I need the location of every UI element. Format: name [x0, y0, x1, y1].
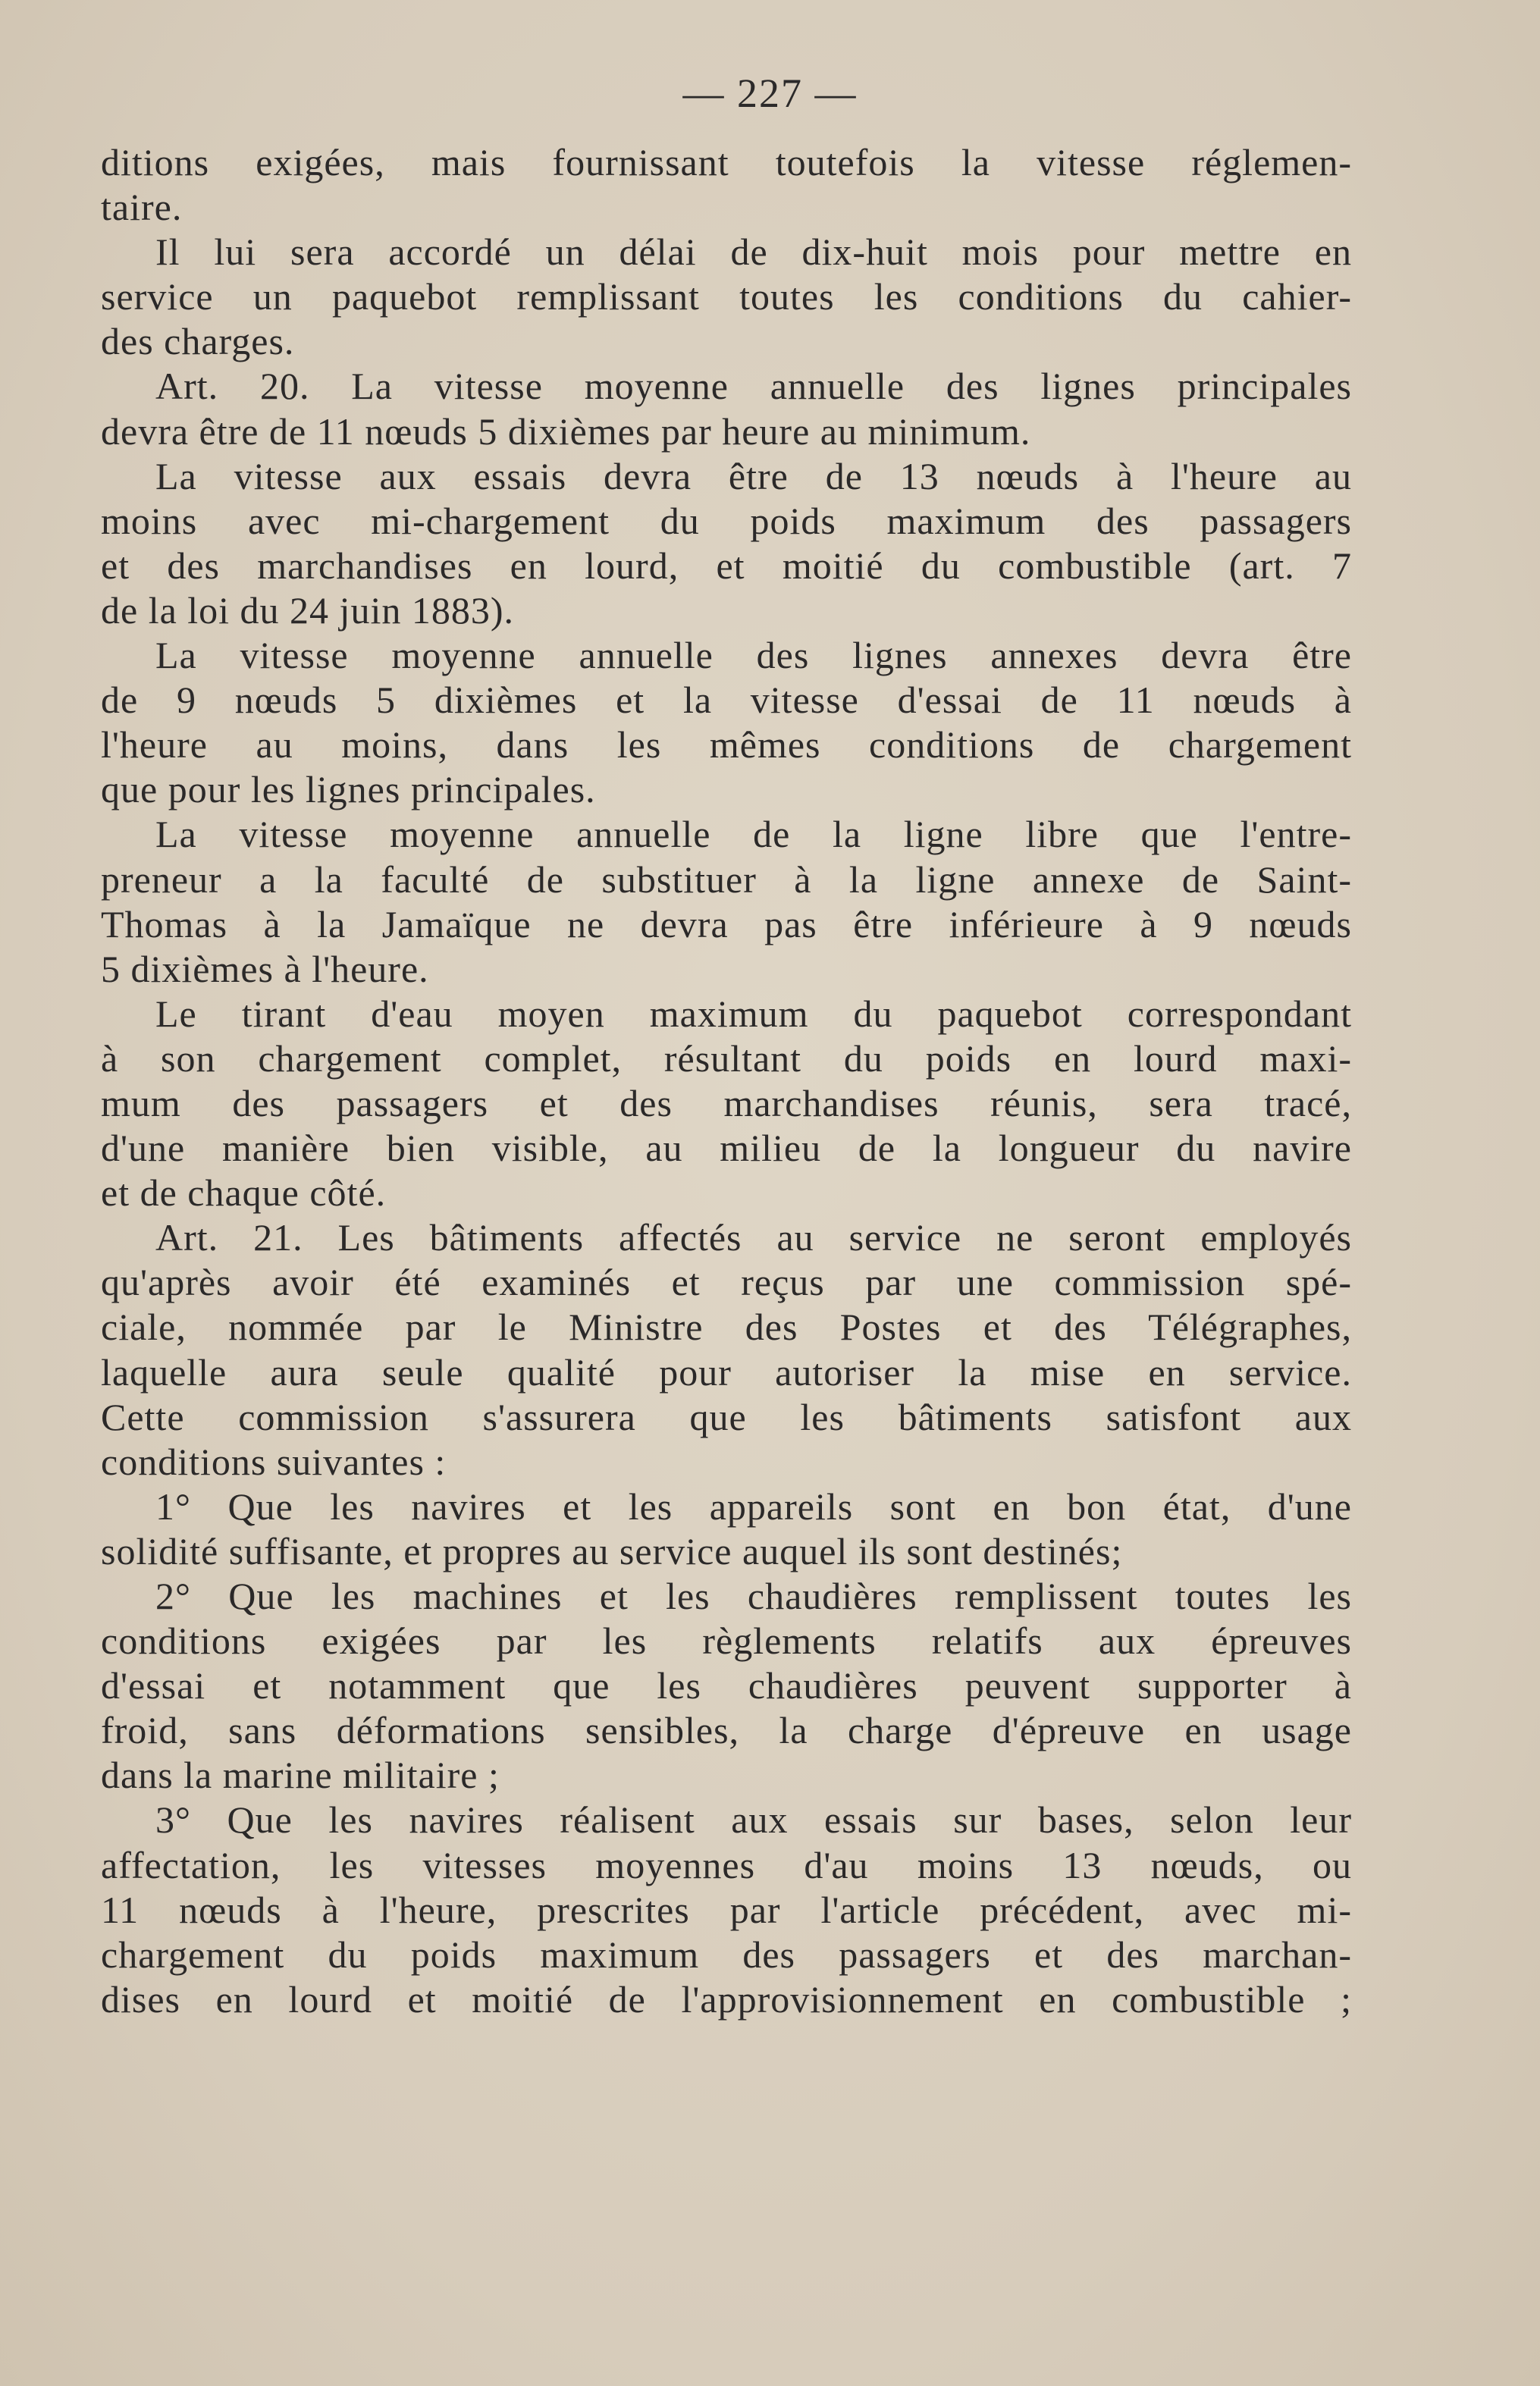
text-line: d'une manière bien visible, au milieu de la longueur du navire: [101, 1127, 1352, 1170]
text-line: que pour les lignes principales.: [101, 768, 596, 811]
text-line: l'heure au moins, dans les mêmes conditions de chargement: [101, 723, 1352, 767]
text-line: 5 dixièmes à l'heure.: [101, 947, 429, 990]
text-line: affectation, les vitesses moyennes d'au moins 13 nœuds, ou: [101, 1843, 1352, 1886]
page-number: — 227 —: [682, 71, 858, 116]
text-line: taire.: [101, 186, 183, 229]
text-line: La vitesse moyenne annuelle de la ligne libre que l'entre-: [155, 813, 1352, 856]
text-line: Il lui sera accordé un délai de dix-huit mois pour mettre en: [155, 230, 1352, 274]
text-line: Art. 21. Les bâtiments affectés au service ne seront employés: [155, 1216, 1352, 1259]
text-line: La vitesse moyenne annuelle des lignes annexes devra être: [155, 634, 1352, 677]
body-text: [101, 140, 1352, 2022]
text-line: laquelle aura seule qualité pour autoriser la mise en service.: [101, 1350, 1352, 1394]
text-line: des charges.: [101, 320, 295, 363]
text-line: dans la marine militaire ;: [101, 1754, 500, 1797]
text-line: 3° Que les navires réalisent aux essais sur bases, selon leur: [155, 1798, 1352, 1842]
text-line: Art. 20. La vitesse moyenne annuelle des lignes principales: [155, 365, 1352, 408]
text-line: froid, sans déformations sensibles, la charge d'épreuve en usage: [101, 1709, 1352, 1752]
text-line: preneur a la faculté de substituer à la ligne annexe de Saint-: [101, 858, 1352, 901]
text-line: La vitesse aux essais devra être de 13 nœuds à l'heure au: [155, 454, 1352, 497]
text-line: 2° Que les machines et les chaudières remplissent toutes les: [155, 1575, 1352, 1617]
text-line: de 9 nœuds 5 dixièmes et la vitesse d'essai de 11 nœuds à: [101, 679, 1352, 722]
text-line: Cette commission s'assurera que les bâtiments satisfont aux: [101, 1395, 1352, 1438]
text-line: de la loi du 24 juin 1883).: [101, 588, 514, 632]
text-line: ditions exigées, mais fournissant toutefois la vitesse réglemen-: [101, 141, 1352, 183]
text-line: à son chargement complet, résultant du poids en lourd maxi-: [101, 1036, 1352, 1080]
text-line: solidité suffisante, et propres au service auquel ils sont destinés;: [101, 1529, 1123, 1572]
text-line: Le tirant d'eau moyen maximum du paquebot correspondant: [155, 992, 1352, 1035]
text-line: dises en lourd et moitié de l'approvisionnement en combustible ;: [101, 1977, 1352, 2021]
text-line: chargement du poids maximum des passagers et des marchan-: [101, 1933, 1352, 1976]
text-line: devra être de 11 nœuds 5 dixièmes par heure au minimum.: [101, 409, 1031, 453]
text-line: ciale, nommée par le Ministre des Postes et des Télégraphes,: [101, 1306, 1352, 1349]
text-line: moins avec mi-chargement du poids maximum des passagers: [101, 499, 1352, 542]
text-line: qu'après avoir été examinés et reçus par une commission spé-: [101, 1261, 1352, 1304]
text-line: Thomas à la Jamaïque ne devra pas être inférieure à 9 nœuds: [101, 902, 1352, 945]
text-line: et des marchandises en lourd, et moitié du combustible (art. 7: [101, 544, 1352, 587]
text-line: 11 nœuds à l'heure, prescrites par l'article précédent, avec mi-: [101, 1888, 1352, 1931]
text-line: d'essai et notamment que les chaudières peuvent supporter à: [101, 1664, 1352, 1707]
text-line: 1° Que les navires et les appareils sont en bon état, d'une: [155, 1485, 1352, 1528]
text-line: conditions suivantes :: [101, 1440, 447, 1483]
text-line: conditions exigées par les règlements relatifs aux épreuves: [101, 1619, 1352, 1663]
text-line: service un paquebot remplissant toutes les conditions du cahier-: [101, 275, 1352, 318]
text-line: mum des passagers et des marchandises réunis, sera tracé,: [101, 1081, 1352, 1124]
text-line: et de chaque côté.: [101, 1171, 387, 1215]
